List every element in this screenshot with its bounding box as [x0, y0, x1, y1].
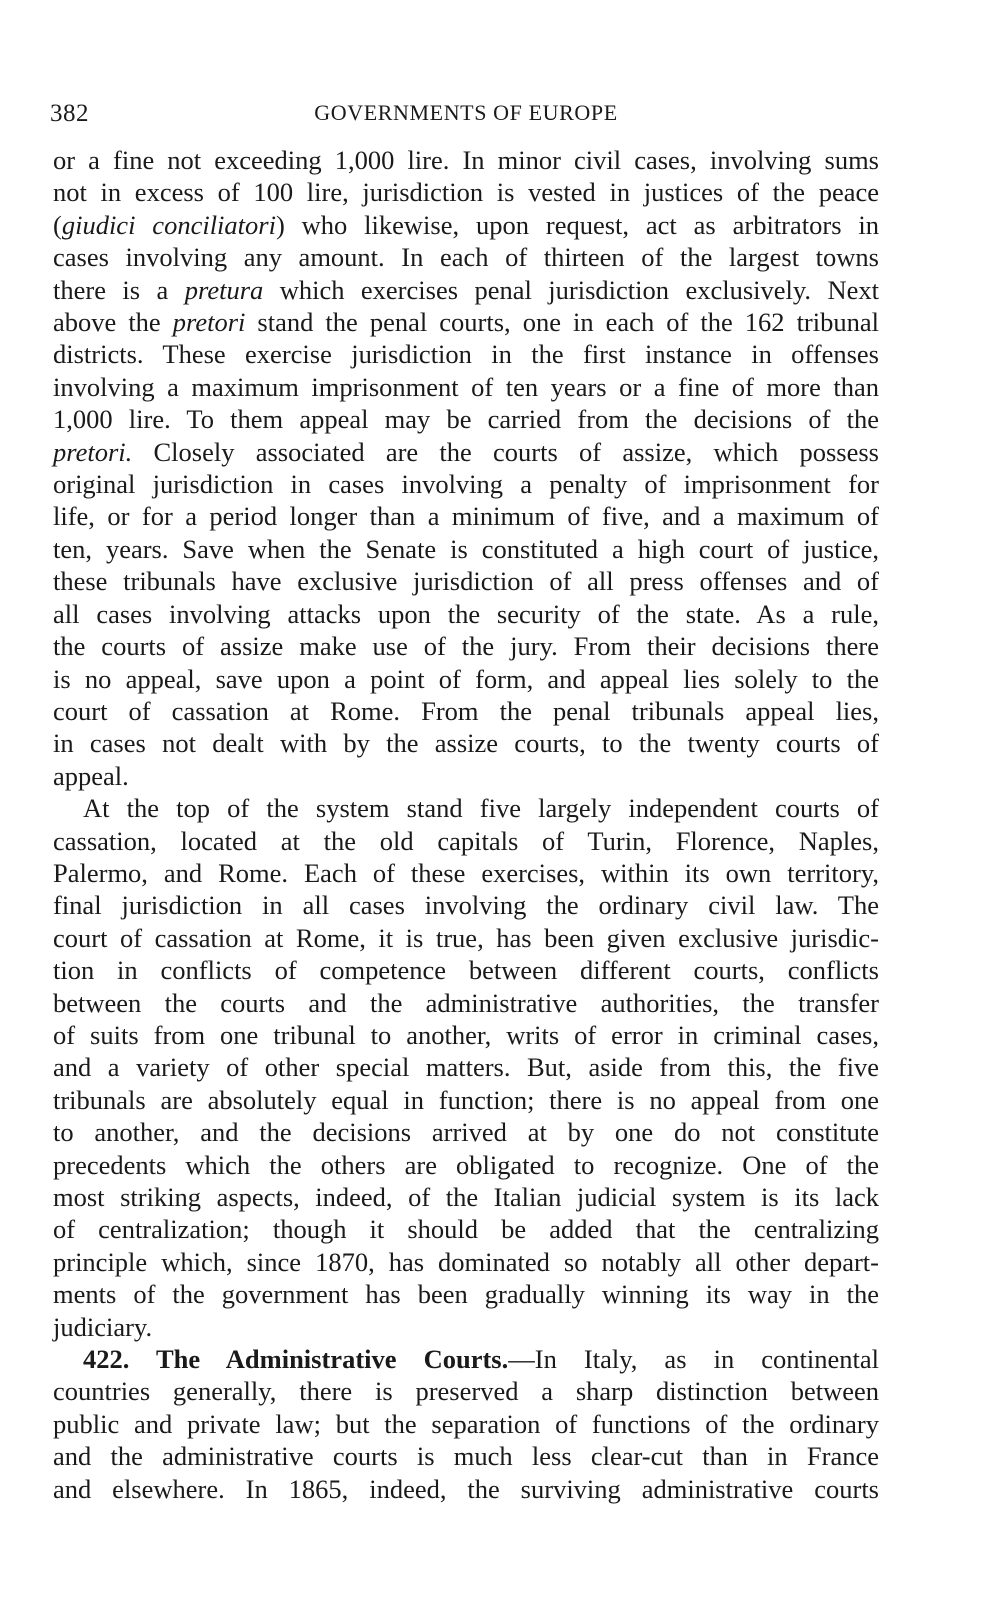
- line-rest: which exercises penal jurisdiction exclusively. Next: [263, 274, 879, 305]
- text-line: ments of the government has been gradually winning its way in the: [53, 1279, 879, 1310]
- text-line: public and private law; but the separation of functions of the ordinary: [53, 1408, 879, 1439]
- text-line: original jurisdiction in cases involving a penalty of imprisonment for: [53, 469, 879, 500]
- text-line: most striking aspects, indeed, of the Italian judicial system is its lack: [53, 1182, 879, 1212]
- text-line: to another, and the decisions arrived at by one do not constitute: [53, 1117, 879, 1148]
- text-line: districts. These exercise jurisdiction in the first instance in offenses: [53, 339, 879, 370]
- text-line: countries generally, there is preserved a sharp distinction between: [53, 1376, 879, 1407]
- section-heading: 422. The Administrative Courts.: [83, 1344, 509, 1375]
- text-line: final jurisdiction in all cases involving the ordinary civil law. The: [53, 890, 879, 921]
- text-line: in cases not dealt with by the assize courts, to the twenty courts of: [53, 728, 879, 759]
- text-line: or a fine not exceeding 1,000 lire. In minor civil cases, involving sums: [53, 145, 879, 175]
- line-start: there is a: [53, 274, 185, 305]
- line-rest: ) who likewise, upon request, act as arbitrators in: [275, 209, 880, 240]
- text-line: these tribunals have exclusive jurisdiction of all press offenses and of: [53, 566, 879, 597]
- body-text: [53, 144, 879, 1505]
- text-line: precedents which the others are obligated to recognize. One of the: [53, 1149, 879, 1180]
- text-line: of suits from one tribunal to another, writs of error in criminal cases,: [53, 1019, 879, 1050]
- text-line: tribunals are absolutely equal in function; there is no appeal from one: [53, 1084, 879, 1115]
- text-line: cassation, located at the old capitals of Turin, Florence, Naples,: [53, 825, 879, 856]
- text-line: and a variety of other special matters. But, aside from this, the five: [53, 1052, 879, 1083]
- text-line: all cases involving attacks upon the security of the state. As a rule,: [53, 598, 879, 629]
- text-line: not in excess of 100 lire, jurisdiction is vested in justices of the peace: [53, 177, 879, 208]
- line-rest: —In Italy, as in continental: [508, 1344, 879, 1375]
- text-line: tion in conflicts of competence between different courts, conflicts: [53, 955, 879, 986]
- book-page: [50, 96, 880, 1505]
- text-line: and elsewhere. In 1865, indeed, the surviving administrative courts: [53, 1473, 879, 1504]
- text-line: court of cassation at Rome. From the penal tribunals appeal lies,: [53, 695, 879, 726]
- text-line: court of cassation at Rome, it is true, has been given exclusive jurisdic-: [53, 922, 879, 953]
- text-line: [53, 306, 879, 338]
- text-line: [53, 274, 879, 306]
- text-line: is no appeal, save upon a point of form, and appeal lies solely to the: [53, 663, 879, 694]
- paragraph-courts-of-cassation: [53, 792, 879, 1343]
- italic-term: pretura: [184, 274, 264, 305]
- text-line: [53, 1343, 879, 1375]
- running-title: GOVERNMENTS OF EUROPE: [314, 100, 618, 125]
- text-line: judiciary.: [53, 1311, 153, 1342]
- text-line: [53, 209, 879, 241]
- text-line: life, or for a period longer than a minimum of five, and a maximum of: [53, 501, 879, 532]
- paragraph-courts-of-assize: [53, 144, 879, 792]
- text-line: of centralization; though it should be added that the centralizing: [53, 1214, 879, 1245]
- text-line: Palermo, and Rome. Each of these exercises, within its own territory,: [53, 857, 879, 888]
- text-line: ten, years. Save when the Senate is constituted a high court of justice,: [53, 533, 879, 564]
- text-line: and the administrative courts is much less clear-cut than in France: [53, 1441, 879, 1472]
- italic-term: giudici conciliatori: [61, 209, 276, 240]
- italic-term: pretori: [172, 307, 246, 338]
- text-line: between the courts and the administrative authorities, the transfer: [53, 987, 879, 1018]
- text-line: At the top of the system stand five largely independent courts of: [83, 793, 879, 824]
- running-head: [50, 96, 879, 132]
- line-rest: Closely associated are the courts of assize, which possess: [132, 436, 879, 467]
- line-rest: stand the penal courts, one in each of the 162 tribunal: [245, 307, 879, 338]
- text-line: 1,000 lire. To them appeal may be carried from the decisions of the: [53, 404, 879, 435]
- text-line: appeal.: [53, 760, 129, 791]
- text-line: the courts of assize make use of the jury. From their decisions there: [53, 631, 879, 662]
- paren-open: (: [53, 209, 62, 240]
- text-line: involving a maximum imprisonment of ten years or a fine of more than: [53, 371, 879, 402]
- text-line: cases involving any amount. In each of thirteen of the largest towns: [53, 242, 879, 273]
- page-number: 382: [50, 100, 89, 127]
- text-line: [53, 436, 879, 468]
- paragraph-administrative-courts: [53, 1343, 879, 1505]
- text-line: principle which, since 1870, has dominated so notably all other depart-: [53, 1246, 879, 1277]
- line-start: above the: [53, 307, 173, 338]
- italic-term: pretori.: [53, 436, 133, 467]
